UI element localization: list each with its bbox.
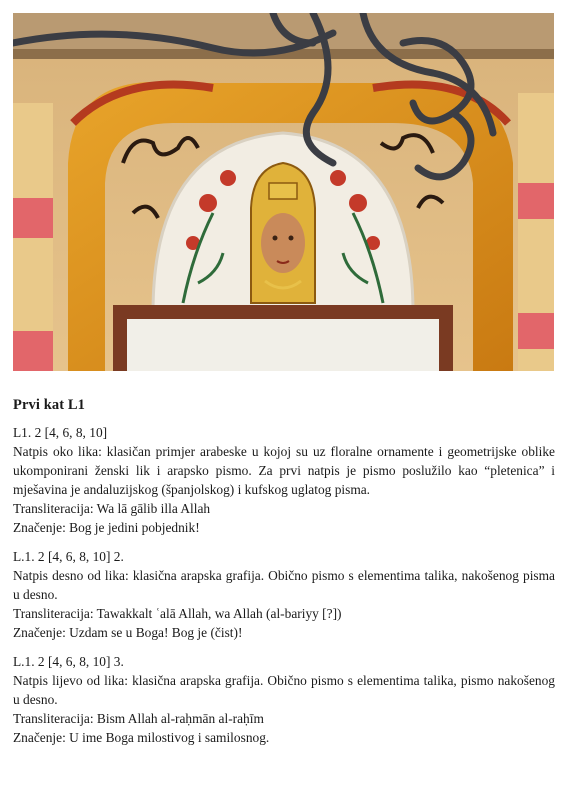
entry-meaning: Značenje: Bog je jedini pobjednik! [13, 520, 200, 535]
entry-1 [13, 423, 555, 537]
entry-description: Natpis lijevo od lika: klasična arapska grafija. Obično pismo s elementima talika, pismo nakošenog u desno. [13, 673, 555, 707]
entry-description: Natpis oko lika: klasičan primjer arabeske u kojoj su uz floralne ornamente i geometrijske oblike ukomponirani ženski lik i arapsko pismo. Za prvi natpis je pismo poslužilo kao “pletenica” i mješavina je andaluzijskog (španjolskog) i kufskog uglatog pisma. [13, 444, 555, 497]
section-heading: Prvi kat L1 [13, 397, 85, 413]
entry-2 [13, 547, 555, 642]
arabesque-photo [13, 13, 554, 371]
entry-code: L.1. 2 [4, 6, 8, 10] 2. [13, 549, 124, 564]
entry-transliteration: Transliteracija: Tawakkalt ʿalā Allah, wa Allah (al-bariyy [?]) [13, 606, 342, 621]
entry-transliteration: Transliteracija: Wa lā gālib illa Allah [13, 501, 211, 516]
entry-3 [13, 652, 555, 747]
entry-code: L.1. 2 [4, 6, 8, 10] 3. [13, 654, 124, 669]
entry-meaning: Značenje: U ime Boga milostivog i samilosnog. [13, 730, 270, 745]
entry-transliteration: Transliteracija: Bism Allah al-raḥmān al-raḥīm [13, 711, 264, 726]
entry-meaning: Značenje: Uzdam se u Boga! Bog je (čist)! [13, 625, 243, 640]
entry-description: Natpis desno od lika: klasična arapska grafija. Obično pismo s elementima talika, nakošenog pisma u desno. [13, 568, 555, 602]
document-text [13, 396, 555, 757]
entry-code: L1. 2 [4, 6, 8, 10] [13, 425, 108, 440]
